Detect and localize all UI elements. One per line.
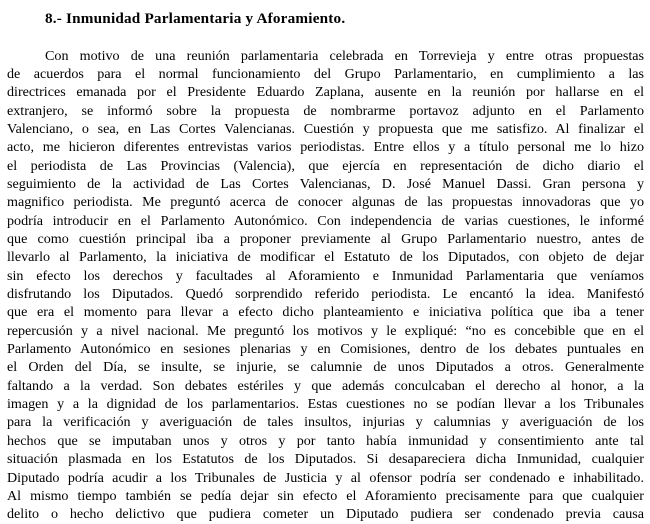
paragraph xyxy=(7,47,644,524)
paragraph-line: para la verificación y averiguación de tales insultos, injurias y calumnias y averiguación de los xyxy=(7,414,644,431)
paragraph-line: acto, me hicieron diferentes entrevistas varios periodistas. Entre ellos y a título personal me lo hizo xyxy=(7,139,644,156)
paragraph-line: Diputado podría acudir a los Tribunales de Justicia y al ofensor podría ser condenado e inhabilitado. xyxy=(7,469,644,486)
paragraph-line: sin efecto los derechos y facultades al Aforamiento e Inmunidad Parlamentaria que veníamos xyxy=(7,267,644,284)
paragraph-line: Parlamento Autonómico en sesiones plenarias y en Comisiones, dentro de los debates puntuales en xyxy=(7,341,644,358)
heading-gap xyxy=(7,28,644,46)
paragraph-line: Con motivo de una reunión parlamentaria celebrada en Torrevieja y entre otras propuestas xyxy=(45,47,644,64)
paragraph-line: imagen y a la dignidad de los parlamentarios. Estas cuestiones no se podían llevar a los Tribunales xyxy=(7,396,644,413)
paragraph-line: el Orden del Día, se insulte, se injurie, se calumnie de unos Diputados a otros. Generalmente xyxy=(7,359,644,376)
paragraph-line: repercusión y a nivel nacional. Me preguntó los motivos y le expliqué: “no es concebible que en el xyxy=(7,322,644,339)
paragraph-line: podría introducir en el Parlamento Autonómico. Con independencia de varias cuestiones, le informé xyxy=(7,212,644,229)
paragraph-line: hechos que se imputaban unos y otros y por tanto había inmunidad y consentimiento ante tal xyxy=(7,432,644,449)
paragraph-line: llevarlo al Parlamento, la iniciativa de modificar el Estatuto de los Diputados, con objeto de dejar xyxy=(7,249,644,266)
paragraph-line: situación plasmada en los Estatutos de los Diputados. Si desapareciera dicha Inmunidad, cualquier xyxy=(7,451,644,468)
paragraph-line: Al mismo tiempo también se pedía dejar sin efecto el Aforamiento precisamente para que cualquier xyxy=(7,487,644,504)
paragraph-line: disfrutando los Diputados. Quedó sorprendido referido periodista. Le encantó la idea. Manifestó xyxy=(7,286,644,303)
section-heading: 8.- Inmunidad Parlamentaria y Aforamiento. xyxy=(45,10,346,27)
paragraph-line: seguimiento de la actividad de Las Cortes Valencianas, D. José Manuel Dassi. Gran persona y xyxy=(7,176,644,192)
paragraph-line: extranjero, se informó sobre la propuesta de nombrarme portavoz adjunto en el Parlamento xyxy=(7,102,644,119)
paragraph-line: faltando a la verdad. Son debates estériles y que además conculcaban el derecho al honor, a la xyxy=(7,377,644,394)
paragraph-line: de acuerdos para el normal funcionamiento del Grupo Parlamentario, en cumplimiento a las xyxy=(7,65,644,82)
paragraph-line: directrices emanada por el Presidente Eduardo Zaplana, ausente en la reunión por hallarse en el xyxy=(7,84,644,101)
paragraph-line: que era el momento para llevar a efecto dicho planteamiento e iniciativa política que iba a tener xyxy=(7,304,644,321)
paragraph-line: Valenciano, o sea, en Las Cortes Valencianas. Cuestión y propuesta que me satisfizo. Al finalizar el xyxy=(7,120,644,137)
paragraph-line: magnifico periodista. Me preguntó acerca de conocer algunas de las propuestas innovadoras que yo xyxy=(7,194,644,211)
paragraph-line: el periodista de Las Provincias (Valencia), que ejercía en representación de dicho diario el xyxy=(7,157,644,174)
paragraph-line: delito o hecho delictivo que pudiera cometer un Diputado pudiera ser condenado previa causa xyxy=(7,506,644,523)
paragraph-line: que como cuestión principal iba a proponer previamente al Grupo Parlamentario nuestro, antes de xyxy=(7,231,644,248)
